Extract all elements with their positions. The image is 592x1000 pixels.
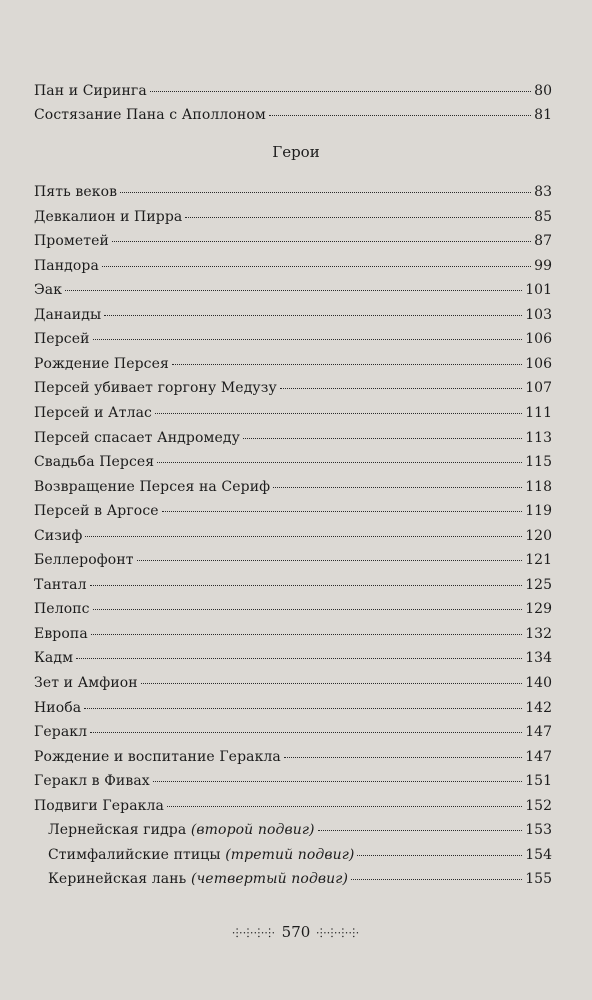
toc-entry xyxy=(34,355,552,373)
entry-page-number: 147 xyxy=(525,749,552,765)
toc-entry xyxy=(34,183,552,201)
entry-page-number: 113 xyxy=(525,430,552,446)
dot-leader xyxy=(157,462,522,463)
entry-title-text: Пять веков xyxy=(34,184,118,200)
entry-title-text: Персей в Аргосе xyxy=(34,503,159,519)
dot-leader xyxy=(84,708,522,709)
entry-page-number: 80 xyxy=(534,83,552,99)
entry-title-text: Возвращение Персея на Сериф xyxy=(34,479,271,495)
entry-page-number: 81 xyxy=(534,107,552,123)
entry-page-number: 154 xyxy=(525,847,552,863)
entry-title-text: Данаиды xyxy=(34,307,102,323)
toc-entry xyxy=(34,502,552,520)
toc-entry xyxy=(34,379,552,397)
entry-page-number: 83 xyxy=(534,184,552,200)
entry-page-number: 115 xyxy=(525,454,552,470)
toc-entry xyxy=(34,625,552,643)
entry-title xyxy=(34,772,150,790)
entry-page-number: 103 xyxy=(525,307,552,323)
entry-page-number: 125 xyxy=(525,577,552,593)
dot-leader xyxy=(104,315,522,316)
entry-page-number: 129 xyxy=(525,601,552,617)
dot-leader xyxy=(280,388,522,389)
toc-entry xyxy=(34,106,552,124)
entry-page-number: 120 xyxy=(525,528,552,544)
dot-leader xyxy=(172,364,522,365)
entry-note: (второй подвиг) xyxy=(190,822,315,838)
toc-entry xyxy=(34,404,552,422)
entry-title xyxy=(34,429,240,447)
entry-page-number: 87 xyxy=(534,233,552,249)
toc-entry xyxy=(34,674,552,692)
entry-page-number: 155 xyxy=(525,871,552,887)
entry-title xyxy=(34,723,87,741)
entry-title-text: Пелопс xyxy=(34,601,90,617)
dot-leader xyxy=(141,683,523,684)
entry-page-number: 132 xyxy=(525,626,552,642)
toc-entry xyxy=(34,576,552,594)
entry-title-text: Прометей xyxy=(34,233,109,249)
entry-title-text: Персей xyxy=(34,331,90,347)
entry-page-number: 99 xyxy=(534,258,552,274)
entry-title xyxy=(34,355,169,373)
dot-leader xyxy=(85,536,522,537)
entry-title-text: Подвиги Геракла xyxy=(34,798,164,814)
dot-leader xyxy=(162,511,523,512)
entry-title-text: Рождение и воспитание Геракла xyxy=(34,749,281,765)
entry-title xyxy=(34,797,164,815)
dot-leader xyxy=(150,91,531,92)
entry-title xyxy=(34,649,73,667)
entry-page-number: 147 xyxy=(525,724,552,740)
page-footer xyxy=(0,920,592,944)
entry-title-text: Свадьба Персея xyxy=(34,454,155,470)
entry-title xyxy=(34,306,101,324)
entry-note: (третий подвиг) xyxy=(225,847,355,863)
toc-entry xyxy=(34,281,552,299)
entry-page-number: 121 xyxy=(525,552,552,568)
toc-entry xyxy=(34,232,552,250)
toc-entry xyxy=(34,551,552,569)
dot-leader xyxy=(167,806,522,807)
dot-leader xyxy=(357,855,522,856)
dot-leader xyxy=(76,658,522,659)
entry-title-text: Стимфалийские птицы xyxy=(48,847,221,863)
entry-title-text: Геракл xyxy=(34,724,88,740)
entry-title-text: Ниоба xyxy=(34,700,82,716)
entry-title xyxy=(34,527,82,545)
toc-entry xyxy=(34,699,552,717)
entry-title-text: Персей и Атлас xyxy=(34,405,152,421)
toc-entry xyxy=(34,306,552,324)
section-title: Герои xyxy=(272,143,320,161)
entry-title xyxy=(34,106,266,124)
entry-title-text: Пандора xyxy=(34,258,99,274)
entry-title-text: Беллерофонт xyxy=(34,552,134,568)
entry-title xyxy=(34,281,62,299)
entry-title-text: Состязание Пана с Аполлоном xyxy=(34,107,266,123)
entry-page-number: 107 xyxy=(525,380,552,396)
toc-subentry xyxy=(48,846,552,864)
dot-leader xyxy=(318,830,523,831)
toc-entry xyxy=(34,723,552,741)
entry-title xyxy=(34,183,117,201)
entry-title xyxy=(48,846,354,864)
entry-title xyxy=(34,208,182,226)
entry-title-text: Персей спасает Андромеду xyxy=(34,430,240,446)
entry-title xyxy=(34,576,87,594)
dot-leader xyxy=(112,241,531,242)
entry-title-text: Девкалион и Пирра xyxy=(34,209,183,225)
entry-title xyxy=(34,330,90,348)
entry-title xyxy=(34,600,90,618)
entry-page-number: 106 xyxy=(525,331,552,347)
dot-leader xyxy=(90,585,523,586)
dot-leader xyxy=(93,609,523,610)
entry-title xyxy=(48,870,348,888)
toc-entry xyxy=(34,772,552,790)
entry-note: (четвертый подвиг) xyxy=(190,871,349,887)
entry-title-text: Тантал xyxy=(34,577,87,593)
entry-title-text: Рождение Персея xyxy=(34,356,169,372)
entry-title xyxy=(34,379,277,397)
dot-leader xyxy=(90,732,522,733)
entry-title-text: Зет и Амфион xyxy=(34,675,138,691)
dot-leader xyxy=(153,781,523,782)
dot-leader xyxy=(269,115,531,116)
dot-leader xyxy=(273,487,522,488)
entry-title xyxy=(34,82,147,100)
dot-leader xyxy=(91,634,522,635)
entry-page-number: 153 xyxy=(525,822,552,838)
entry-title xyxy=(34,551,134,569)
toc-entry xyxy=(34,478,552,496)
dot-leader xyxy=(351,879,522,880)
toc-entry xyxy=(34,82,552,100)
entry-title xyxy=(34,478,270,496)
toc-entry xyxy=(34,453,552,471)
entry-title xyxy=(34,748,281,766)
entry-page-number: 119 xyxy=(525,503,552,519)
entry-title-text: Лернейская гидра xyxy=(48,822,187,838)
entry-page-number: 85 xyxy=(534,209,552,225)
entry-title-text: Кадм xyxy=(34,650,74,666)
toc-entry xyxy=(34,429,552,447)
toc-entry xyxy=(34,330,552,348)
entry-page-number: 118 xyxy=(525,479,552,495)
toc-subentry xyxy=(48,870,552,888)
dot-leader xyxy=(65,290,522,291)
entry-title xyxy=(34,257,99,275)
toc-entry xyxy=(34,208,552,226)
entry-page-number: 111 xyxy=(525,405,552,421)
dot-leader xyxy=(284,757,522,758)
entry-page-number: 142 xyxy=(525,700,552,716)
entry-title-text: Пан и Сиринга xyxy=(34,83,147,99)
entry-title xyxy=(34,502,159,520)
entry-title-text: Геракл в Фивах xyxy=(34,773,150,789)
entry-title xyxy=(34,232,109,250)
dot-leader xyxy=(243,438,522,439)
dot-leader xyxy=(185,217,531,218)
entry-title xyxy=(34,699,81,717)
toc-entry xyxy=(34,527,552,545)
entry-title xyxy=(34,674,138,692)
entry-page-number: 140 xyxy=(525,675,552,691)
entry-page-number: 106 xyxy=(525,356,552,372)
entry-page-number: 134 xyxy=(525,650,552,666)
entry-title xyxy=(34,625,88,643)
dot-leader xyxy=(120,192,531,193)
entry-title-text: Керинейская лань xyxy=(48,871,187,887)
entry-title-text: Сизиф xyxy=(34,528,83,544)
entry-title xyxy=(34,404,152,422)
toc-subentry xyxy=(48,821,552,839)
dot-leader xyxy=(155,413,522,414)
dot-leader xyxy=(93,339,523,340)
entry-title-text: Европа xyxy=(34,626,88,642)
toc-entry xyxy=(34,649,552,667)
ornament-left: ⸭⸭⸭⸭ xyxy=(232,925,276,940)
toc-entry xyxy=(34,600,552,618)
toc-entry xyxy=(34,748,552,766)
ornament-right: ⸭⸭⸭⸭ xyxy=(316,925,360,940)
entry-page-number: 151 xyxy=(525,773,552,789)
entry-title-text: Персей убивает горгону Медузу xyxy=(34,380,277,396)
entry-title-text: Эак xyxy=(34,282,63,298)
dot-leader xyxy=(102,266,531,267)
entry-title xyxy=(48,821,315,839)
toc-entry xyxy=(34,797,552,815)
entry-page-number: 101 xyxy=(525,282,552,298)
dot-leader xyxy=(137,560,523,561)
entry-title xyxy=(34,453,154,471)
entry-page-number: 152 xyxy=(525,798,552,814)
page-number: 570 xyxy=(281,923,311,941)
toc-entry xyxy=(34,257,552,275)
